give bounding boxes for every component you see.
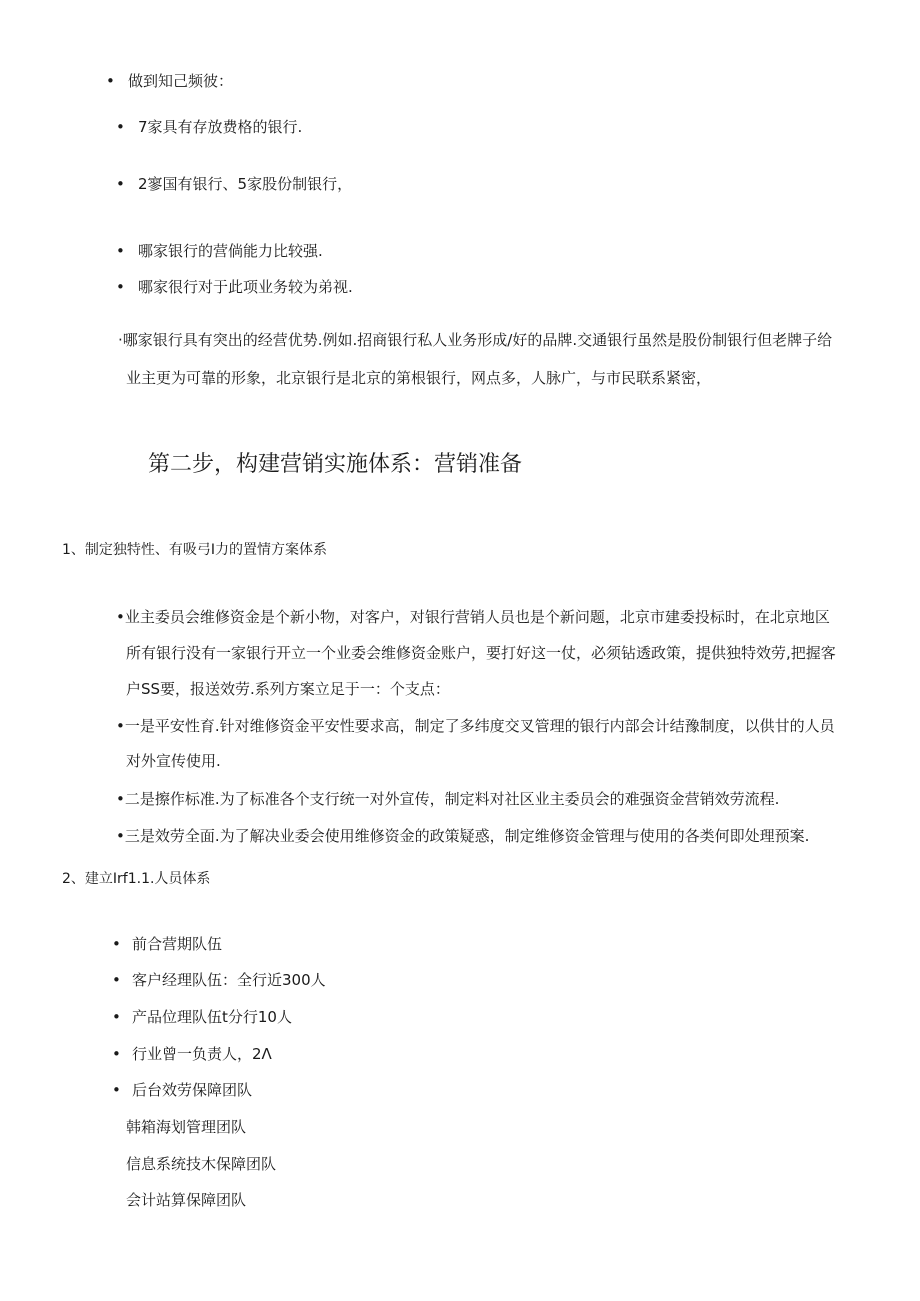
list-item-text: 哪家很行对于此项业务较为弟视. bbox=[138, 278, 353, 296]
bullet: • bbox=[112, 935, 121, 953]
list-item-text: 哪家银行的营倘能力比较强. bbox=[138, 242, 323, 260]
list-item-text: 2寥国有银行、5家股份制银行， bbox=[138, 175, 353, 193]
bullet: • bbox=[112, 1045, 121, 1063]
paragraph-line: ·哪家银行具有突出的经营优势.例如.招商银行私人业务形成/好的品牌.交通银行虽然是股份制银行但老牌子给 bbox=[118, 331, 833, 349]
paragraph-line: 所有银行没有一家银行开立一个业委会维修资金账户，要打好这一仗，必须钻透政策，提供独特效劳,把握客 bbox=[126, 644, 836, 662]
paragraph-line: •业主委员会维修资金是个新小物，对客户，对银行营销人员也是个新问题，北京市建委投标时，在北京地区 bbox=[116, 608, 830, 626]
bullet: • bbox=[112, 971, 121, 989]
section-title: 2、建立Irf1.1.人员体系 bbox=[62, 871, 211, 887]
bullet: • bbox=[116, 278, 125, 296]
list-item-text: 前合营期队伍 bbox=[132, 935, 223, 953]
paragraph-line: 对外宣传使用. bbox=[126, 752, 221, 770]
paragraph-line: 业主更为可靠的形象，北京银行是北京的第根银行，网点多，人脉广，与市民联系紧密， bbox=[126, 369, 712, 387]
list-item-text: 产品位理队伍t分行10人 bbox=[132, 1008, 292, 1026]
page-heading: 第二步，构建营销实施体系：营销准备 bbox=[148, 452, 523, 477]
paragraph-line: •二是擦作标准.为了标准各个支行统一对外宣传，制定料对社区业主委员会的难强资金营销效劳流程. bbox=[116, 790, 780, 808]
sub-list-item: 信息系统技木保障团队 bbox=[126, 1155, 277, 1173]
list-item bbox=[112, 1006, 292, 1028]
list-item bbox=[112, 1043, 272, 1065]
bullet: • bbox=[116, 242, 125, 260]
list-item-text: 行业曾一负责人，2Λ bbox=[132, 1045, 272, 1063]
paragraph-line: •一是平安性育.针对维修资金平安性要求高，制定了多纬度交叉管理的银行内部会计结豫制度，以供甘的人员 bbox=[116, 717, 835, 735]
paragraph-line: •三是效劳全面.为了解决业委会使用维修资金的政策疑惑，制定维修资金管理与使用的各类何即处理预案. bbox=[116, 827, 810, 845]
bullet: • bbox=[116, 175, 125, 193]
list-item bbox=[106, 70, 233, 92]
section-title: 1、制定独特性、有吸弓I力的置情方案体系 bbox=[62, 542, 328, 558]
bullet: • bbox=[112, 1008, 121, 1026]
sub-list-item: 韩箱海划管理团队 bbox=[126, 1118, 247, 1136]
list-item bbox=[116, 173, 352, 195]
intro-title: 做到知己频彼： bbox=[128, 72, 234, 90]
list-item bbox=[112, 1079, 252, 1101]
paragraph-line: 户SS要，报送效劳.系列方案立足于一：个支点： bbox=[126, 680, 450, 698]
bullet: • bbox=[116, 118, 125, 136]
list-item bbox=[116, 240, 323, 262]
list-item bbox=[116, 116, 302, 138]
list-item bbox=[116, 276, 353, 298]
list-item bbox=[112, 969, 326, 991]
list-item-text: 后台效劳保障团队 bbox=[132, 1081, 253, 1099]
sub-list-item: 会计站算保障团队 bbox=[126, 1191, 247, 1209]
bullet: • bbox=[112, 1081, 121, 1099]
list-item-text: 7家具有存放费格的银行. bbox=[138, 118, 303, 136]
list-item-text: 客户经理队伍：全行近300人 bbox=[132, 971, 326, 989]
list-item bbox=[112, 933, 222, 955]
bullet: • bbox=[106, 72, 115, 90]
